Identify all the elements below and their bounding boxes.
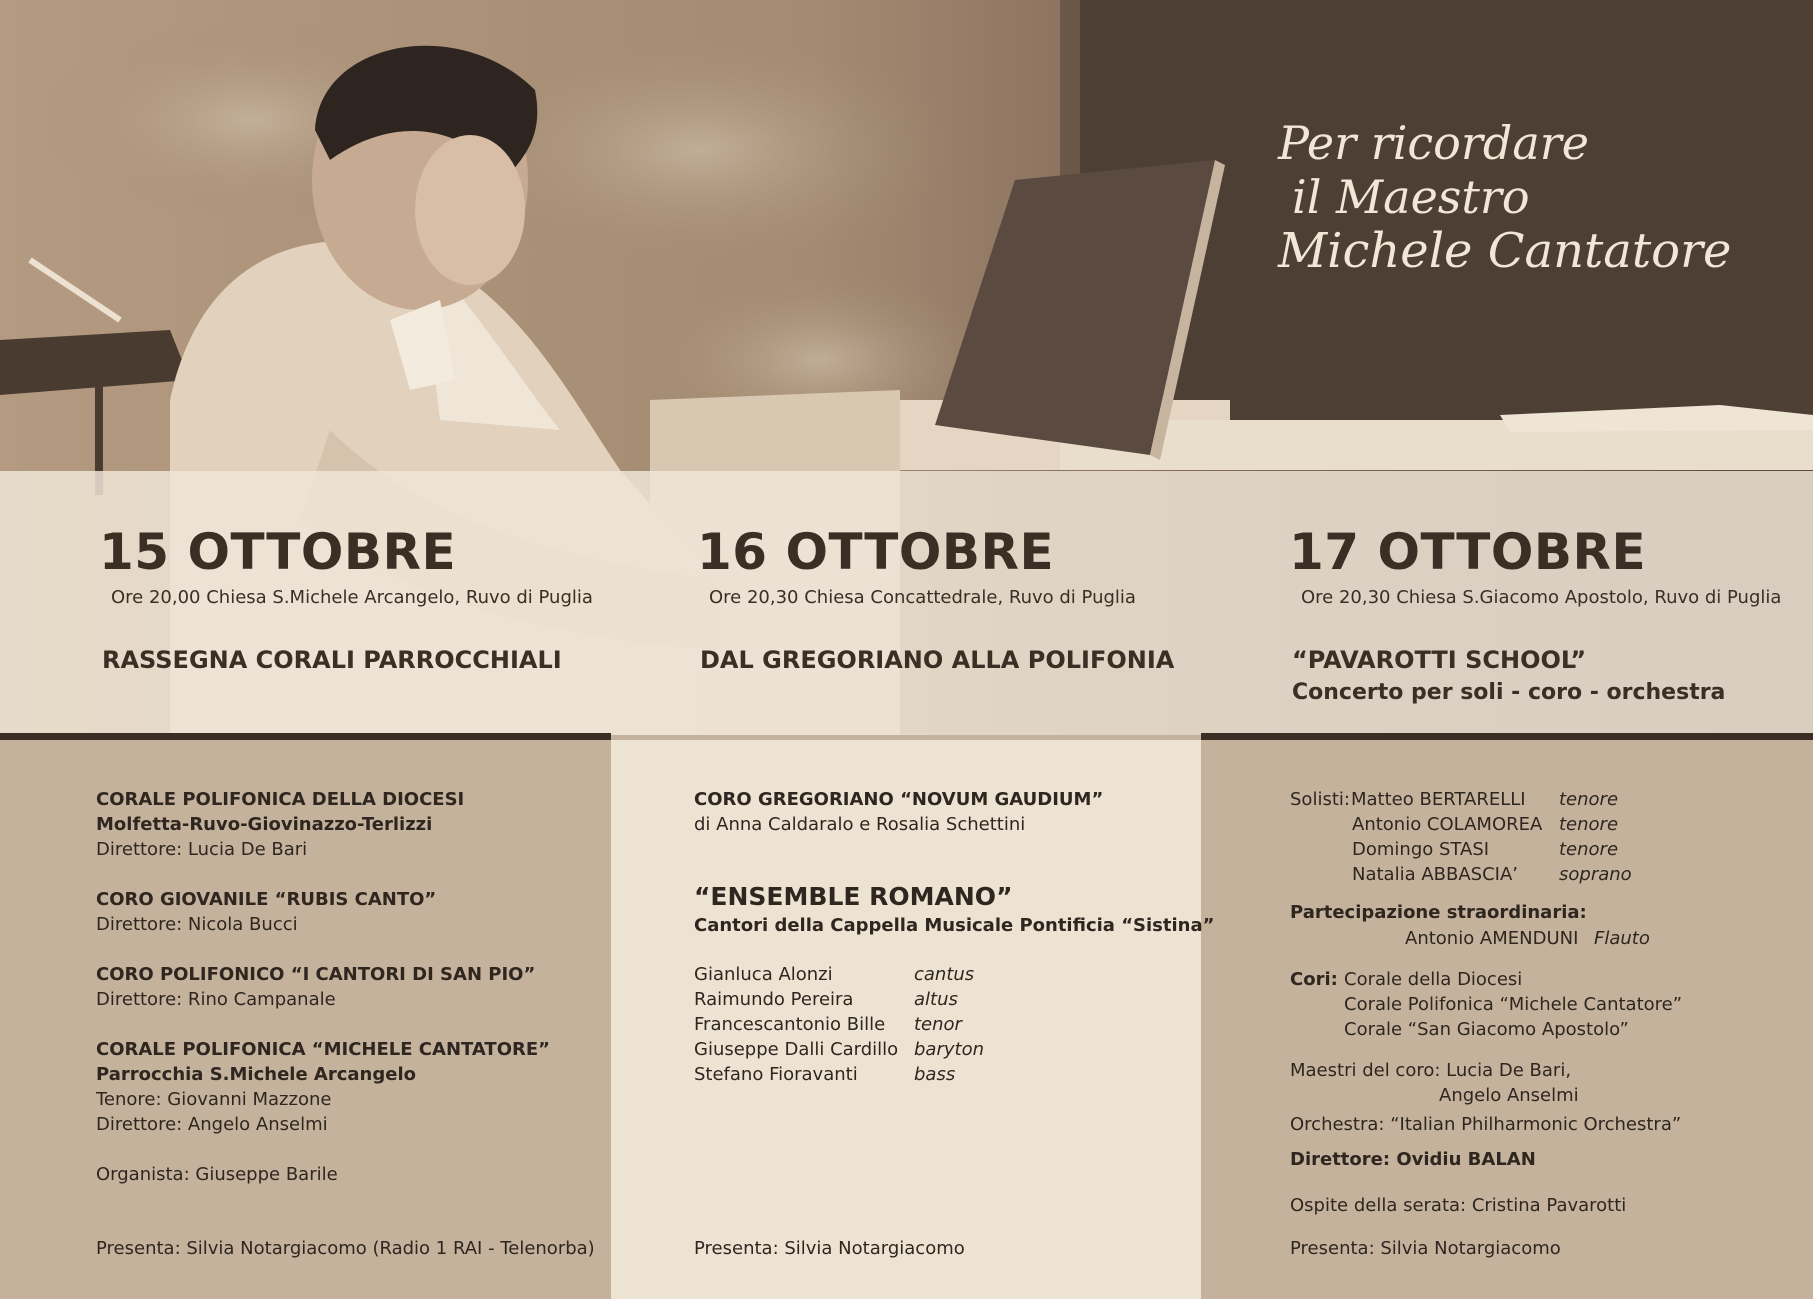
event-date: 17 OTTOBRE bbox=[1289, 523, 1647, 581]
event-header-oct-16 bbox=[697, 521, 1257, 674]
soloist-name: Domingo STASI bbox=[1352, 839, 1490, 860]
soloist-voice: soprano bbox=[1559, 864, 1632, 885]
choir-3-director: Direttore: Rino Campanale bbox=[96, 989, 336, 1010]
choir-1-name: CORALE POLIFONICA DELLA DIOCESI bbox=[96, 789, 465, 810]
choir-4-director: Direttore: Angelo Anselmi bbox=[96, 1114, 328, 1135]
choir-2-director: Direttore: Nicola Bucci bbox=[96, 914, 298, 935]
singer-name: Francescantonio Bille bbox=[694, 1014, 886, 1035]
event-venue: Ore 20,30 Chiesa S.Giacomo Apostolo, Ruvo di Puglia bbox=[1301, 587, 1782, 608]
orchestra: Orchestra: “Italian Philharmonic Orchestra” bbox=[1290, 1114, 1682, 1135]
divider-right bbox=[1201, 733, 1813, 740]
singer-name: Stefano Fioravanti bbox=[694, 1064, 858, 1085]
soloist-name: Natalia ABBASCIA’ bbox=[1352, 864, 1518, 885]
singer-voice: altus bbox=[914, 989, 958, 1010]
event-venue: Ore 20,00 Chiesa S.Michele Arcangelo, Ruvo di Puglia bbox=[111, 587, 593, 608]
ensemble-name: “ENSEMBLE ROMANO” bbox=[694, 882, 1013, 911]
guest: Ospite della serata: Cristina Pavarotti bbox=[1290, 1195, 1627, 1216]
gregorian-choir-name: CORO GREGORIANO “NOVUM GAUDIUM” bbox=[694, 789, 1104, 810]
tagline-line-3: Michele Cantatore bbox=[1278, 223, 1732, 279]
soloist-voice: tenore bbox=[1559, 839, 1619, 860]
ensemble-subtitle: Cantori della Cappella Musicale Pontificia “Sistina” bbox=[694, 915, 1215, 936]
event-title: DAL GREGORIANO ALLA POLIFONIA bbox=[700, 646, 1175, 674]
choir-3-name: CORO POLIFONICO “I CANTORI DI SAN PIO” bbox=[96, 964, 536, 985]
soloist-name: Antonio COLAMOREA bbox=[1352, 814, 1543, 835]
presenter-middle: Presenta: Silvia Notargiacomo bbox=[694, 1238, 965, 1259]
divider-left bbox=[0, 733, 611, 740]
event-title: “PAVAROTTI SCHOOL” bbox=[1292, 646, 1587, 674]
soloist-voice: tenore bbox=[1559, 814, 1619, 835]
event-date: 15 OTTOBRE bbox=[99, 523, 457, 581]
gregorian-choir-by: di Anna Caldaralo e Rosalia Schettini bbox=[694, 814, 1026, 835]
tagline-line-1: Per ricordare bbox=[1278, 116, 1589, 170]
presenter-right: Presenta: Silvia Notargiacomo bbox=[1290, 1238, 1561, 1259]
event-venue: Ore 20,30 Chiesa Concattedrale, Ruvo di Puglia bbox=[709, 587, 1136, 608]
choir-1-subtitle: Molfetta-Ruvo-Giovinazzo-Terlizzi bbox=[96, 814, 433, 835]
event-header-oct-17 bbox=[1289, 521, 1813, 705]
choir-4-name: CORALE POLIFONICA “MICHELE CANTATORE” bbox=[96, 1039, 550, 1060]
memorial-tagline bbox=[1278, 116, 1798, 278]
choir-4-tenor: Tenore: Giovanni Mazzone bbox=[96, 1089, 332, 1110]
event-title: RASSEGNA CORALI PARROCCHIALI bbox=[102, 646, 562, 674]
singer-name: Raimundo Pereira bbox=[694, 989, 854, 1010]
choir-item: Corale della Diocesi bbox=[1344, 969, 1523, 990]
soloist-name: Matteo BERTARELLI bbox=[1351, 789, 1526, 810]
presenter-left: Presenta: Silvia Notargiacomo (Radio 1 RAI - Telenorba) bbox=[96, 1238, 595, 1259]
singer-name: Gianluca Alonzi bbox=[694, 964, 833, 985]
choir-item: Corale Polifonica “Michele Cantatore” bbox=[1344, 994, 1683, 1015]
conductor: Direttore: Ovidiu BALAN bbox=[1290, 1149, 1536, 1170]
choir-masters-2: Angelo Anselmi bbox=[1439, 1085, 1579, 1106]
organist: Organista: Giuseppe Barile bbox=[96, 1164, 338, 1185]
singer-voice: baryton bbox=[914, 1039, 984, 1060]
singer-voice: bass bbox=[914, 1064, 956, 1085]
choir-masters: Maestri del coro: Lucia De Bari, bbox=[1290, 1060, 1572, 1081]
special-participant-instrument: Flauto bbox=[1594, 928, 1650, 949]
choir-1-director: Direttore: Lucia De Bari bbox=[96, 839, 308, 860]
soloist-voice: tenore bbox=[1559, 789, 1619, 810]
choir-2-name: CORO GIOVANILE “RUBIS CANTO” bbox=[96, 889, 437, 910]
singer-name: Giuseppe Dalli Cardillo bbox=[694, 1039, 899, 1060]
event-date: 16 OTTOBRE bbox=[697, 523, 1055, 581]
soloists-label: Solisti: bbox=[1290, 789, 1350, 810]
special-participant-name: Antonio AMENDUNI bbox=[1405, 928, 1579, 949]
event-subtitle: Concerto per soli - coro - orchestra bbox=[1292, 680, 1726, 705]
choir-item: Corale “San Giacomo Apostolo” bbox=[1344, 1019, 1629, 1040]
choir-4-subtitle: Parrocchia S.Michele Arcangelo bbox=[96, 1064, 417, 1085]
choirs-label: Cori: bbox=[1290, 969, 1338, 990]
tagline-line-2: il Maestro bbox=[1292, 170, 1530, 224]
singer-voice: tenor bbox=[914, 1014, 962, 1035]
special-participation-label: Partecipazione straordinaria: bbox=[1290, 902, 1587, 923]
event-header-oct-15 bbox=[99, 521, 659, 674]
singer-voice: cantus bbox=[914, 964, 975, 985]
